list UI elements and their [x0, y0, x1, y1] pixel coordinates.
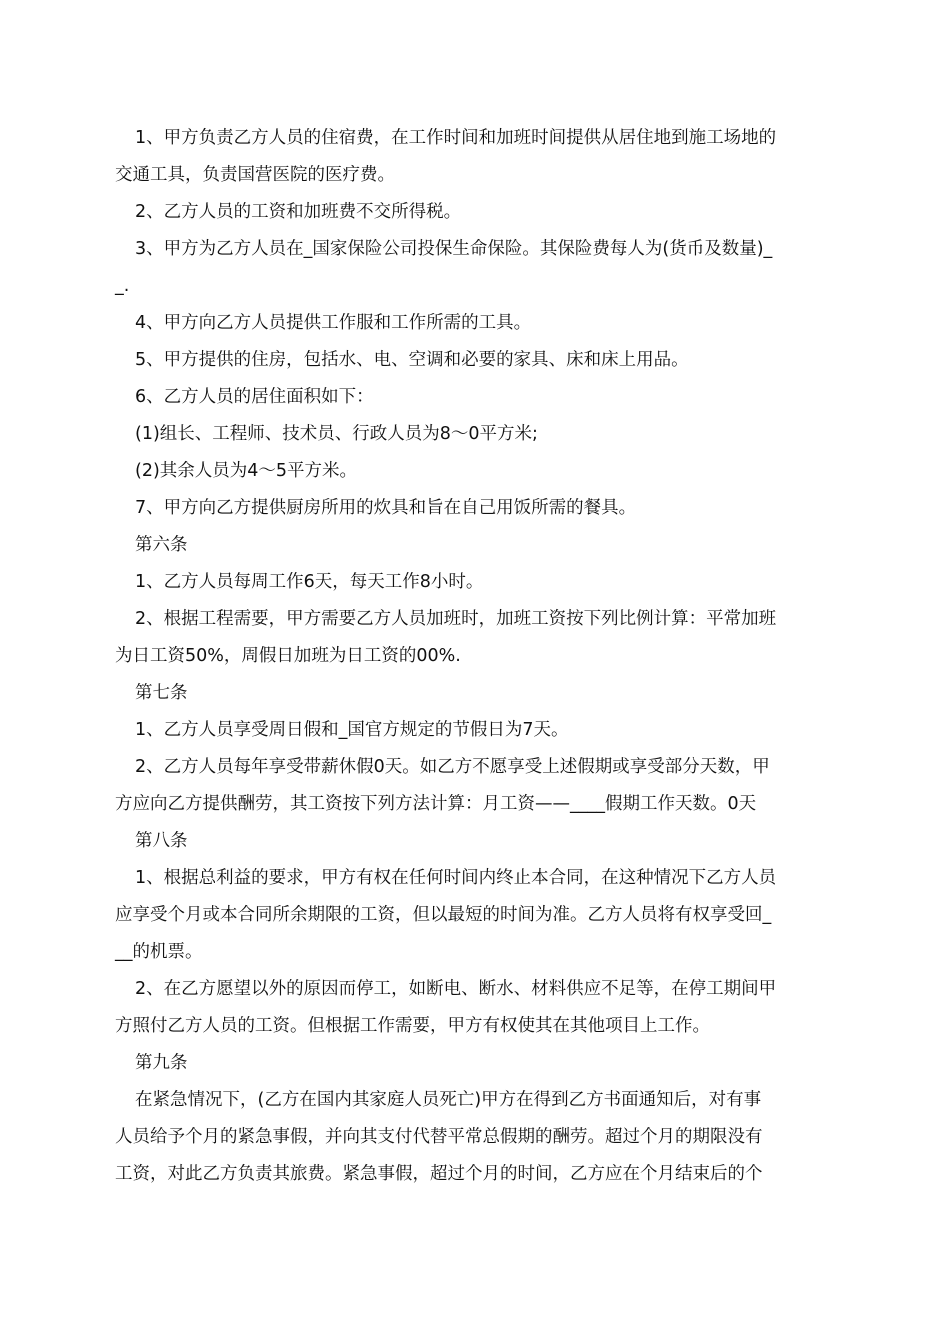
- text-line: 第六条: [135, 535, 188, 555]
- text-line: 2、乙方人员每年享受带薪休假0天。如乙方不愿享受上述假期或享受部分天数，甲: [135, 757, 770, 777]
- text-line: 2、根据工程需要，甲方需要乙方人员加班时，加班工资按下列比例计算：平常加班: [135, 609, 777, 629]
- text-line: 第八条: [135, 831, 188, 851]
- text-line: 应享受个月或本合同所余期限的工资，但以最短的时间为准。乙方人员将有权享受回_: [115, 905, 772, 925]
- text-line: 方照付乙方人员的工资。但根据工作需要，甲方有权使其在其他项目上工作。: [115, 1016, 710, 1036]
- text-line: 工资，对此乙方负责其旅费。紧急事假，超过个月的时间，乙方应在个月结束后的个: [115, 1164, 763, 1184]
- text-line: 1、甲方负责乙方人员的住宿费，在工作时间和加班时间提供从居住地到施工场地的: [135, 128, 777, 148]
- text-line: 第七条: [135, 683, 188, 703]
- text-line: 4、甲方向乙方人员提供工作服和工作所需的工具。: [135, 313, 532, 333]
- text-line: (2)其余人员为4～5平方米。: [135, 461, 358, 481]
- text-line: 人员给予个月的紧急事假，并向其支付代替平常总假期的酬劳。超过个月的期限没有: [115, 1127, 763, 1147]
- text-line: 6、乙方人员的居住面积如下：: [135, 387, 374, 407]
- text-line: 方应向乙方提供酬劳，其工资按下列方法计算：月工资——____假期工作天数。0天: [115, 794, 757, 814]
- text-line: 第九条: [135, 1053, 188, 1073]
- text-line: (1)组长、工程师、技术员、行政人员为8～0平方米;: [135, 424, 538, 444]
- document-body: [115, 120, 837, 1193]
- text-line: 为日工资50%，周假日加班为日工资的00%.: [115, 646, 461, 666]
- text-line: 5、甲方提供的住房，包括水、电、空调和必要的家具、床和床上用品。: [135, 350, 689, 370]
- text-line: 2、在乙方愿望以外的原因而停工，如断电、断水、材料供应不足等，在停工期间甲: [135, 979, 777, 999]
- text-line: 在紧急情况下，(乙方在国内其家庭人员死亡)甲方在得到乙方书面通知后，对有事: [135, 1090, 762, 1110]
- text-line: 交通工具，负责国营医院的医疗费。: [115, 165, 395, 185]
- text-line: 1、乙方人员享受周日假和_国官方规定的节假日为7天。: [135, 720, 569, 740]
- text-line: 3、甲方为乙方人员在_国家保险公司投保生命保险。其保险费每人为(货币及数量)_: [135, 239, 773, 259]
- text-line: 2、乙方人员的工资和加班费不交所得税。: [135, 202, 462, 222]
- text-line: 1、根据总利益的要求，甲方有权在任何时间内终止本合同，在这种情况下乙方人员: [135, 868, 777, 888]
- text-line: 1、乙方人员每周工作6天，每天工作8小时。: [135, 572, 484, 592]
- text-line: 7、甲方向乙方提供厨房所用的炊具和旨在自己用饭所需的餐具。: [135, 498, 637, 518]
- text-line: _.: [115, 276, 130, 296]
- text-line: __的机票。: [115, 942, 203, 962]
